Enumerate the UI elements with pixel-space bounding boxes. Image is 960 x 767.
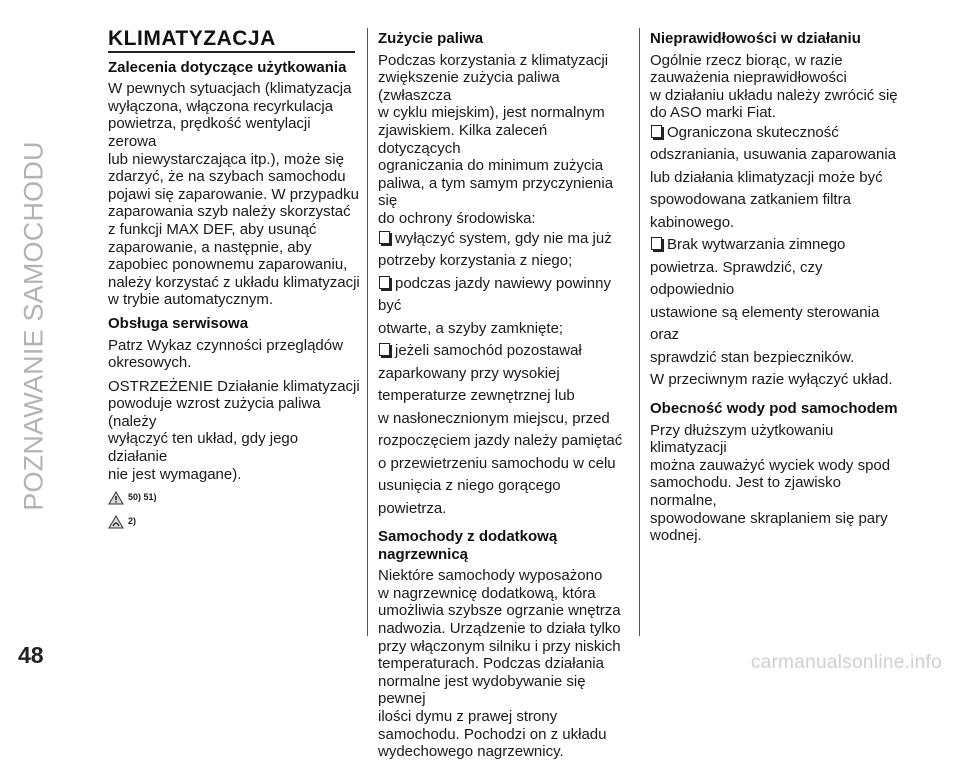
heading-malfunctions: Nieprawidłowości w działaniu [650,30,861,47]
paragraph-fogging: W pewnych sytuacjach (klimatyzacja wyłączona, włączona recyrkulacja powietrza, prędkość wentylacji zerowa lub niewystarczająca itp.), może się zdarzyć, że na szybach samochodu pojawi się zaparowanie. W przypadku zaparowania szyb należy skorzystać z funkcji MAX DEF, aby usunąć zaparowanie, a następnie, aby zapobiec ponownemu zaparowaniu, należy korzystać z układu klimatyzacji w trybie automatycznym. [108,80,360,309]
heading-service: Obsługa serwisowa [108,314,249,332]
paragraph-fuel: Podczas korzystania z klimatyzacji zwiększenie zużycia paliwa (zwłaszcza w cyklu miejskim), jest normalnym zjawiskiem. Kilka zaleceń dotyczących ograniczania do minimum zużycia paliwa, a tym samym przyczynienia się do ochrony środowiska: [378,51,614,227]
bullet-box-icon [379,231,390,244]
warning-refs: 50) 51) [128,492,157,503]
heading-usage-tips: Zalecenia dotyczące użytkowania [108,58,347,76]
list-item: podczas jazdy nawiewy powinny być otwarte, a szyby zamknięte; [378,274,611,337]
paragraph-heater: Niektóre samochody wyposażono w nagrzewnicę dodatkową, która umożliwia szybsze ogrzanie wnętrza nadwozia. Urządzenie to działa tylko przy włączonym silniku i przy niskich temperaturach. Podczas działania normalne jest wydobywanie się pewnej ilości dymu z prawej strony samochodu. Pochodzi on z układu wydechowego nagrzewnicy. [378,567,621,761]
paragraph-water: Przy dłuższym użytkowaniu klimatyzacji można zauważyć wyciek wody spod samochodu. Jest to zjawisko normalne, spowodowane skraplaniem się pary wodnej. [650,421,891,545]
heading-additional-heater: Samochody z dodatkową nagrzewnicą [378,528,558,563]
caution-reference-row [108,513,360,531]
page-number: 48 [18,642,44,668]
caution-icon [108,515,124,529]
list-item: Brak wytwarzania zimnego powietrza. Sprawdzić, czy odpowiednio ustawione są elementy sterowania oraz sprawdzić stan bezpieczników. W przeciwnym razie wyłączyć układ. [650,236,893,389]
title-underline [108,51,355,53]
warning-triangle-icon [108,491,124,505]
bullet-box-icon [379,276,390,289]
section-title: KLIMATYZACJA [108,27,276,50]
warning-reference-row [108,489,360,507]
bullet-box-icon [379,343,390,356]
paragraph-service: Patrz Wykaz czynności przeglądów okresowych. [108,336,343,372]
caution-refs: 2) [128,515,137,526]
column-1 [108,27,360,530]
bullet-box-icon [651,237,662,250]
bullet-box-icon [651,125,662,138]
column-divider [639,28,640,636]
column-3 [650,30,910,551]
heading-water-under-car: Obecność wody pod samochodem [650,399,898,417]
side-chapter-title-text: POZNAWANIE SAMOCHODU [18,141,49,511]
list-item: Ograniczona skuteczność odszraniania, usuwania zaparowania lub działania klimatyzacji może być spowodowana zatkaniem filtra kabinowego. [650,123,896,231]
list-item: jeżeli samochód pozostawał zaparkowany przy wysokiej temperaturze zewnętrznej lub w nasłonecznionym miejscu, przed rozpoczęciem jazdy należy pamiętać o przewietrzeniu samochodu w celu usunięcia z niego gorącego powietrza. [378,342,623,517]
watermark: carmanualsonline.info [750,652,942,673]
heading-fuel-consumption: Zużycie paliwa [378,30,484,47]
paragraph-malfunctions: Ogólnie rzecz biorąc, w razie zauważenia nieprawidłowości w działaniu układu należy zwrócić się do ASO marki Fiat. [650,51,898,122]
column-2 [378,30,630,767]
paragraph-warning: OSTRZEŻENIE Działanie klimatyzacji powoduje wzrost zużycia paliwa (należy wyłączyć ten układ, gdy jego działanie nie jest wymagane). [108,377,360,483]
column-divider [367,28,368,636]
list-item: wyłączyć system, gdy nie ma już potrzeby korzystania z niego; [378,229,612,270]
